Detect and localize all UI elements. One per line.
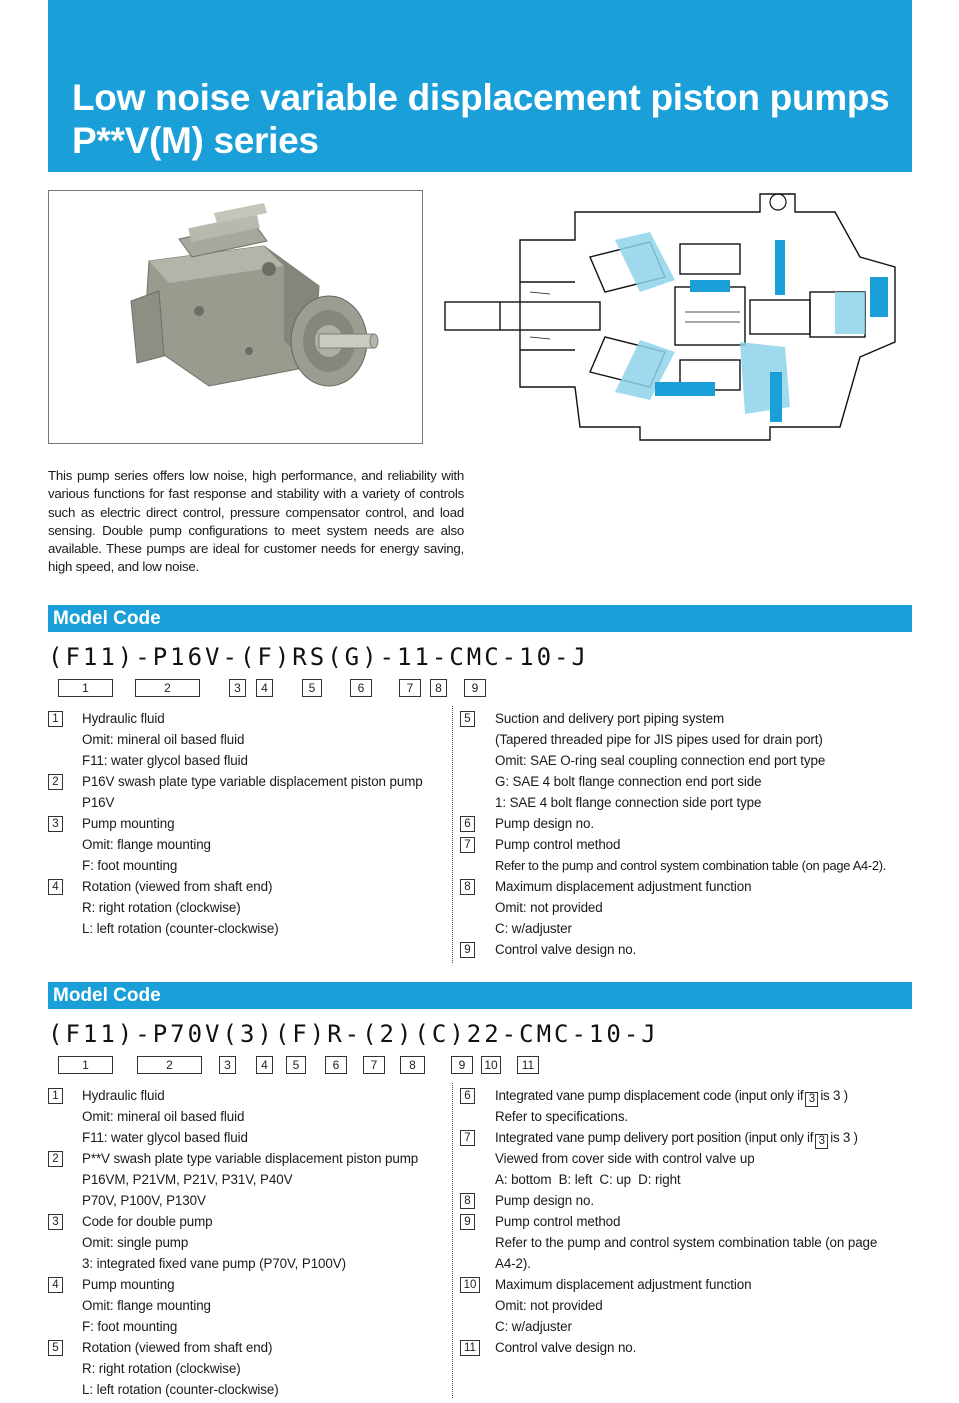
inline-ref-box: 3 <box>815 1134 828 1149</box>
item-number: 1 <box>48 1088 63 1104</box>
item-detail: Refer to specifications. <box>495 1109 629 1124</box>
code-box-2: 2 <box>135 679 200 697</box>
item-detail: R: right rotation (clockwise) <box>82 900 241 915</box>
item-number: 2 <box>48 1151 63 1167</box>
code-box-8: 8 <box>430 679 447 697</box>
item-title: Pump control method <box>495 837 621 852</box>
item-number: 5 <box>460 711 475 727</box>
item-number: 8 <box>460 879 475 895</box>
item-title-text: is 3 ) <box>820 1088 848 1103</box>
title-line-1: Low noise variable displacement piston pumps <box>72 77 890 118</box>
model-code-string-1: (F11)-P16V-(F)RS(G)-11-CMC-10-J <box>48 643 589 671</box>
item-detail: Omit: single pump <box>82 1235 189 1250</box>
item-number: 1 <box>48 711 63 727</box>
code-box-4: 4 <box>256 1056 273 1074</box>
code-box-4: 4 <box>256 679 273 697</box>
code-box-9: 9 <box>451 1056 473 1074</box>
item-detail: Refer to the pump and control system combination table (on page <box>495 1235 878 1250</box>
item-title: Code for double pump <box>82 1214 213 1229</box>
item-title-text: Integrated vane pump delivery port position (input only if <box>495 1130 814 1145</box>
item-title: Pump mounting <box>82 816 175 831</box>
item-detail: R: right rotation (clockwise) <box>82 1361 241 1376</box>
item-title: Rotation (viewed from shaft end) <box>82 879 273 894</box>
item-title: Hydraulic fluid <box>82 1088 165 1103</box>
product-photo <box>48 190 423 444</box>
item-number: 2 <box>48 774 63 790</box>
item-detail: P70V, P100V, P130V <box>82 1193 206 1208</box>
code-box-8: 8 <box>400 1056 425 1074</box>
inline-ref-box: 3 <box>805 1092 818 1107</box>
item-number: 10 <box>460 1277 480 1293</box>
item-title: Pump design no. <box>495 816 594 831</box>
item-detail: A: bottom B: left C: up D: right <box>495 1172 681 1187</box>
item-detail: Omit: mineral oil based fluid <box>82 1109 245 1124</box>
code-box-1: 1 <box>58 679 113 697</box>
code-box-9: 9 <box>464 679 486 697</box>
item-detail: P16V <box>82 795 115 810</box>
item-title: Control valve design no. <box>495 1340 637 1355</box>
item-detail: F: foot mounting <box>82 1319 178 1334</box>
code-box-11: 11 <box>517 1056 539 1074</box>
code-box-10: 10 <box>481 1056 501 1074</box>
item-detail: Omit: not provided <box>495 900 603 915</box>
code-box-5: 5 <box>302 679 322 697</box>
model-code-header-2: Model Code <box>48 982 912 1009</box>
item-title-text: is 3 ) <box>830 1130 858 1145</box>
item-title-text: Integrated vane pump displacement code (input only if <box>495 1088 804 1103</box>
item-number: 4 <box>48 1277 63 1293</box>
cross-section-diagram <box>440 182 910 444</box>
item-detail: Viewed from cover side with control valve up <box>495 1151 755 1166</box>
item-title: Rotation (viewed from shaft end) <box>82 1340 273 1355</box>
page-title <box>72 76 889 162</box>
item-detail: 3: integrated fixed vane pump (P70V, P100V) <box>82 1256 346 1271</box>
item-title: P**V swash plate type variable displacement piston pump <box>82 1151 419 1166</box>
item-detail: L: left rotation (counter-clockwise) <box>82 921 279 936</box>
item-detail: L: left rotation (counter-clockwise) <box>82 1382 279 1397</box>
item-detail: Omit: flange mounting <box>82 1298 211 1313</box>
item-number: 4 <box>48 879 63 895</box>
item-title: Maximum displacement adjustment function <box>495 1277 752 1292</box>
item-detail: Omit: mineral oil based fluid <box>82 732 245 747</box>
item-title: Maximum displacement adjustment function <box>495 879 752 894</box>
code-box-6: 6 <box>350 679 372 697</box>
code-box-7: 7 <box>399 679 421 697</box>
item-detail: C: w/adjuster <box>495 921 572 936</box>
title-line-2: P**V(M) series <box>72 120 319 161</box>
item-number: 3 <box>48 816 63 832</box>
column-divider-1 <box>452 706 453 963</box>
item-title: P16V swash plate type variable displacement piston pump <box>82 774 423 789</box>
item-title: Pump control method <box>495 1214 621 1229</box>
code-box-3: 3 <box>219 1056 236 1074</box>
item-number: 7 <box>460 837 475 853</box>
code-box-2: 2 <box>137 1056 202 1074</box>
code-box-5: 5 <box>286 1056 306 1074</box>
code-box-7: 7 <box>363 1056 385 1074</box>
item-title: Hydraulic fluid <box>82 711 165 726</box>
item-detail: Refer to the pump and control system combination table (on page A4-2). <box>495 858 887 873</box>
item-detail: A4-2). <box>495 1256 531 1271</box>
item-number: 7 <box>460 1130 475 1146</box>
item-title: Pump mounting <box>82 1277 175 1292</box>
code-box-1: 1 <box>58 1056 113 1074</box>
pump-illustration <box>49 191 422 443</box>
item-detail: F11: water glycol based fluid <box>82 1130 248 1145</box>
item-title <box>495 1088 848 1107</box>
item-detail: Omit: SAE O-ring seal coupling connection end port type <box>495 753 826 768</box>
item-number: 3 <box>48 1214 63 1230</box>
item-detail: F: foot mounting <box>82 858 178 873</box>
item-detail: Omit: not provided <box>495 1298 603 1313</box>
item-number: 9 <box>460 942 475 958</box>
column-divider-2 <box>452 1083 453 1398</box>
item-number: 6 <box>460 816 475 832</box>
item-title: Suction and delivery port piping system <box>495 711 725 726</box>
model-code-header-1: Model Code <box>48 605 912 632</box>
item-detail: (Tapered threaded pipe for JIS pipes used for drain port) <box>495 732 823 747</box>
item-title <box>495 1130 858 1149</box>
item-number: 11 <box>460 1340 480 1356</box>
item-title: Pump design no. <box>495 1193 594 1208</box>
item-detail: Omit: flange mounting <box>82 837 211 852</box>
item-title: Control valve design no. <box>495 942 637 957</box>
item-detail: 1: SAE 4 bolt flange connection side port type <box>495 795 762 810</box>
item-number: 8 <box>460 1193 475 1209</box>
intro-paragraph: This pump series offers low noise, high performance, and reliability with various functions for fast response and stability with a variety of controls such as electric direct control, pressure compensator control, and load sensing. Double pump configurations to meet system needs are also available. These pumps are ideal for customer needs for energy saving, high speed, and low noise. <box>48 468 464 575</box>
code-box-6: 6 <box>325 1056 347 1074</box>
item-detail: P16VM, P21VM, P21V, P31V, P40V <box>82 1172 293 1187</box>
item-number: 9 <box>460 1214 475 1230</box>
item-detail: F11: water glycol based fluid <box>82 753 248 768</box>
item-detail: C: w/adjuster <box>495 1319 572 1334</box>
item-number: 5 <box>48 1340 63 1356</box>
model-code-string-2: (F11)-P70V(3)(F)R-(2)(C)22-CMC-10-J <box>48 1020 659 1048</box>
item-number: 6 <box>460 1088 475 1104</box>
item-detail: G: SAE 4 bolt flange connection end port side <box>495 774 762 789</box>
code-box-3: 3 <box>229 679 246 697</box>
